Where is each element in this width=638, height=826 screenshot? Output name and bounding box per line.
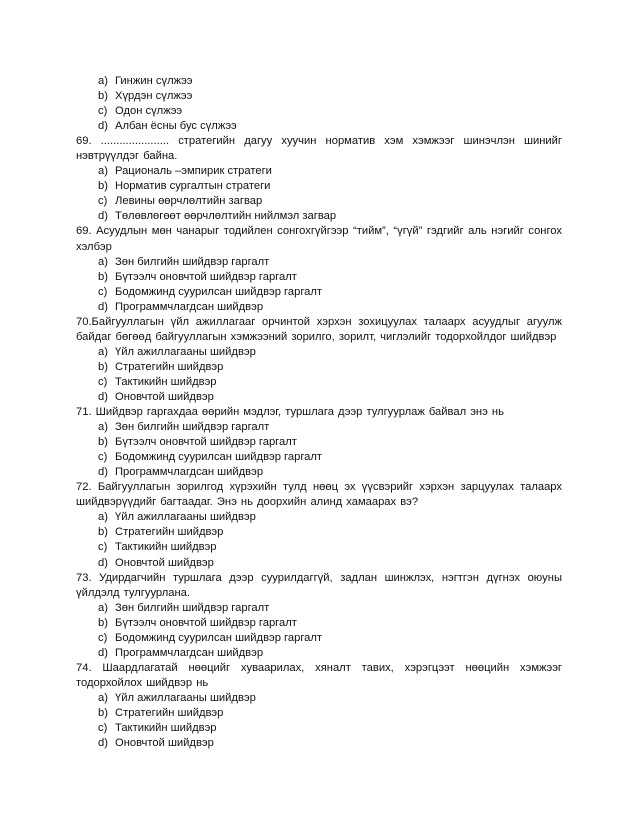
- answer-option: [76, 360, 562, 375]
- option-letter: d): [98, 390, 108, 403]
- option-text: Хүрдэн сүлжээ: [115, 90, 193, 103]
- option-text: Бүтээлч оновчтой шийдвэр гаргалт: [115, 436, 297, 449]
- option-letter: c): [98, 195, 108, 208]
- option-letter: c): [98, 285, 108, 298]
- option-text: Программчлагдсан шийдвэр: [115, 466, 264, 479]
- answer-option: [76, 465, 562, 480]
- answer-option: [76, 556, 562, 571]
- answer-option: [76, 390, 562, 405]
- answer-option: [76, 194, 562, 209]
- question-text: 69. Асуудлын мөн чанарыг тодийлен сонгохгүйгээр “тийм”, “үгүй” гэдгийг аль нэгийг сонгох хэлбэр: [76, 225, 562, 253]
- option-letter: b): [98, 436, 108, 449]
- option-letter: a): [98, 691, 108, 704]
- option-text: Оновчтой шийдвэр: [115, 556, 214, 569]
- answer-option: [76, 616, 562, 631]
- answer-option: [76, 706, 562, 721]
- option-text: Бүтээлч оновчтой шийдвэр гаргалт: [115, 270, 297, 283]
- option-letter: a): [98, 165, 108, 178]
- question-text: 73. Удирдагчийн туршлага дээр суурилдаггүй, задлан шинжлэх, нэгтгэн дүгнэх оюуны үйлдэлд тулгуурлана.: [76, 571, 562, 599]
- option-letter: b): [98, 526, 108, 539]
- option-text: Үйл ажиллагааны шийдвэр: [115, 511, 256, 524]
- option-letter: c): [98, 541, 108, 554]
- option-letter: b): [98, 616, 108, 629]
- option-letter: b): [98, 360, 108, 373]
- option-letter: c): [98, 375, 108, 388]
- answer-option: [76, 104, 562, 119]
- option-text: Зөн билгийн шийдвэр гаргалт: [115, 255, 270, 268]
- option-text: Стратегийн шийдвэр: [115, 360, 224, 373]
- answer-option: [76, 255, 562, 270]
- answer-option: [76, 345, 562, 360]
- option-letter: a): [98, 75, 108, 87]
- option-text: Бодомжинд суурилсан шийдвэр гаргалт: [115, 451, 323, 464]
- option-letter: d): [98, 646, 108, 659]
- option-letter: a): [98, 601, 108, 614]
- option-text: Үйл ажиллагааны шийдвэр: [115, 691, 256, 704]
- option-text: Стратегийн шийдвэр: [115, 706, 224, 719]
- answer-option: [76, 435, 562, 450]
- option-text: Бодомжинд суурилсан шийдвэр гаргалт: [115, 631, 323, 644]
- option-text: Тактикийн шийдвэр: [115, 541, 217, 554]
- answer-option: [76, 525, 562, 540]
- question-text: 71. Шийдвэр гаргахдаа өөрийн мэдлэг, туршлага дээр тулгуурлаж байвал энэ нь: [76, 406, 504, 419]
- option-letter: b): [98, 180, 108, 193]
- option-letter: a): [98, 345, 108, 358]
- option-text: Стратегийн шийдвэр: [115, 526, 224, 539]
- option-letter: b): [98, 90, 108, 103]
- question-text: 74. Шаардлагатай нөөцийг хуваарилах, хяналт тавих, хэрэгцээт нөөцийн хэмжээг тодорхойлох шийдвэр нь: [76, 661, 562, 689]
- answer-option: [76, 89, 562, 104]
- option-text: Тактикийн шийдвэр: [115, 375, 217, 388]
- option-text: Бодомжинд суурилсан шийдвэр гаргалт: [115, 285, 323, 298]
- answer-option: [76, 209, 562, 224]
- option-letter: a): [98, 511, 108, 524]
- answer-option: [76, 510, 562, 525]
- option-text: Зөн билгийн шийдвэр гаргалт: [115, 421, 270, 434]
- answer-option: [76, 736, 562, 751]
- option-letter: b): [98, 706, 108, 719]
- option-text: Тактикийн шийдвэр: [115, 722, 217, 735]
- answer-option: [76, 721, 562, 736]
- option-letter: c): [98, 631, 108, 644]
- option-text: Программчлагдсан шийдвэр: [115, 300, 264, 313]
- option-text: Норматив сургалтын стратеги: [115, 180, 271, 193]
- option-letter: c): [98, 105, 108, 118]
- option-letter: c): [98, 451, 108, 464]
- answer-option: [76, 164, 562, 179]
- answer-option: [76, 74, 562, 89]
- option-text: Одон сүлжээ: [115, 105, 183, 118]
- question-text: 69. ...................... стратегийн дагуу хуучин норматив хэм хэмжээг шинэчлэн шинийг нэвтрүүлдэг байна.: [76, 135, 562, 163]
- option-letter: a): [98, 421, 108, 434]
- answer-option: [76, 420, 562, 435]
- answer-option: [76, 119, 562, 134]
- answer-option: [76, 631, 562, 646]
- option-text: Үйл ажиллагааны шийдвэр: [115, 345, 256, 358]
- option-text: Бүтээлч оновчтой шийдвэр гаргалт: [115, 616, 297, 629]
- option-letter: d): [98, 737, 108, 750]
- question-text: 70.Байгууллагын үйл ажиллагааг орчинтой хэрхэн зохицуулах талаарх асуудлыг агуулж байдаг бөгөөд байгууллагын хэмжээний зорилго, зорилт, чиглэлийг тодорхойлдог шийдвэр: [76, 315, 562, 343]
- option-text: Оновчтой шийдвэр: [115, 737, 214, 750]
- answer-option: [76, 691, 562, 706]
- option-text: Левины өөрчлөлтийн загвар: [115, 195, 263, 208]
- question-text: 72. Байгууллагын зорилгод хүрэхийн тулд нөөц эх үүсвэрийг хэрхэн зарцуулах талаарх шийдвэрүүдийг багтаадаг. Энэ нь доорхийн алинд хамаарах вэ?: [76, 481, 562, 509]
- answer-option: [76, 601, 562, 616]
- option-letter: d): [98, 466, 108, 479]
- option-letter: d): [98, 120, 108, 133]
- option-text: Оновчтой шийдвэр: [115, 390, 214, 403]
- option-letter: a): [98, 255, 108, 268]
- option-letter: d): [98, 300, 108, 313]
- answer-option: [76, 285, 562, 300]
- option-text: Гинжин сүлжээ: [115, 75, 193, 87]
- option-text: Рациональ –эмпирик стратеги: [115, 165, 272, 178]
- answer-option: [76, 300, 562, 315]
- option-letter: c): [98, 722, 108, 735]
- answer-option: [76, 375, 562, 390]
- answer-option: [76, 179, 562, 194]
- option-letter: d): [98, 210, 108, 223]
- document-page: [76, 74, 562, 751]
- answer-option: [76, 646, 562, 661]
- answer-option: [76, 270, 562, 285]
- option-text: Зөн билгийн шийдвэр гаргалт: [115, 601, 270, 614]
- option-text: Программчлагдсан шийдвэр: [115, 646, 264, 659]
- option-text: Төлөвлөгөөт өөрчлөлтийн нийлмэл загвар: [115, 210, 337, 223]
- answer-option: [76, 540, 562, 555]
- option-text: Албан ёсны бус сүлжээ: [115, 120, 237, 133]
- option-letter: b): [98, 270, 108, 283]
- option-letter: d): [98, 556, 108, 569]
- answer-option: [76, 450, 562, 465]
